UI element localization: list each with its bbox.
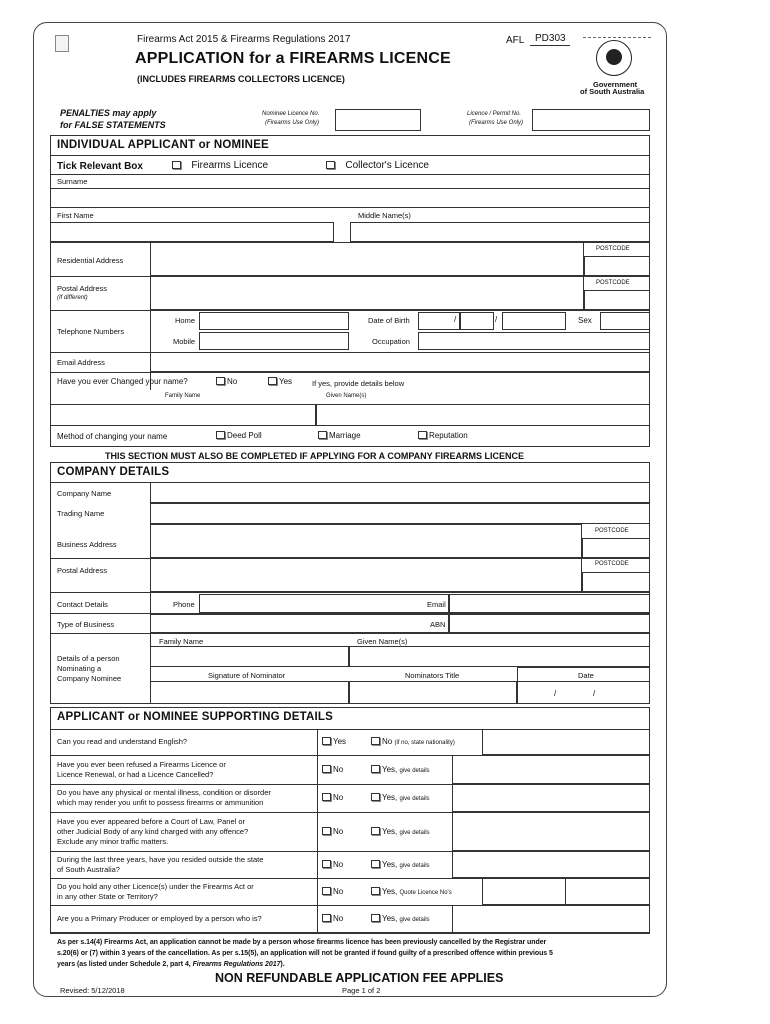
occupation-input[interactable] (418, 332, 650, 350)
support-option-2[interactable]: No (if no, state nationality) (371, 737, 455, 746)
occupation-label: Occupation (372, 337, 410, 346)
signature-label: Signature of Nominator (208, 671, 286, 680)
support-question-line: Have you ever been refused a Firearms Licence or (57, 759, 226, 769)
middle-name-input[interactable] (350, 222, 650, 242)
support-checkbox-2[interactable] (371, 793, 380, 801)
support-question-line: Licence Renewal, or had a Licence Cancelled? (57, 769, 214, 779)
mobile-input[interactable] (199, 332, 349, 350)
date-slash-1: / (554, 689, 557, 698)
support-details-input[interactable] (452, 851, 650, 878)
support-details-input[interactable] (452, 755, 650, 784)
licence-permit-no-input[interactable] (532, 109, 650, 131)
collectors-licence-option[interactable]: Collector's Licence (326, 160, 429, 171)
company-email-input[interactable] (449, 594, 650, 613)
reputation-checkbox[interactable] (418, 431, 427, 439)
signature-input[interactable] (150, 681, 349, 704)
support-checkbox-2[interactable] (371, 765, 380, 773)
form-prefix: AFL (506, 35, 525, 46)
code-underline (530, 45, 570, 46)
surname-label: Surname (57, 177, 88, 186)
nominee-licence-no-input[interactable] (335, 109, 421, 131)
support-checkbox-1[interactable] (322, 793, 331, 801)
email-input[interactable] (150, 352, 650, 372)
support-option-2[interactable]: Yes, give details (371, 860, 430, 869)
changed-name-question: Have you ever Changed your name? (57, 377, 188, 386)
abn-label: ABN (430, 620, 446, 629)
res-postcode-label: POSTCODE (596, 246, 630, 252)
deed-poll-option[interactable]: Deed Poll (216, 431, 262, 440)
nominee-given-label: Given Name(s) (357, 637, 408, 646)
date-label: Date (578, 671, 594, 680)
business-type-input[interactable] (150, 614, 449, 633)
company-heading: COMPANY DETAILS (57, 466, 170, 478)
sex-label: Sex (578, 316, 592, 325)
support-row-divider (50, 933, 650, 934)
support-checkbox-2[interactable] (371, 860, 380, 868)
support-question (57, 760, 226, 780)
support-question-line: Are you a Primary Producer or employed by a person who is? (57, 914, 262, 923)
support-question-line: of South Australia? (57, 864, 120, 874)
support-question-line: Do you have any physical or mental illness, condition or disorder (57, 788, 271, 797)
business-address-label: Business Address (57, 540, 117, 549)
support-option-1[interactable]: No (322, 765, 343, 774)
dob-month-input[interactable] (460, 312, 494, 330)
business-postcode-input[interactable] (582, 538, 650, 558)
support-question (57, 882, 254, 902)
postal-postcode-input[interactable] (584, 290, 650, 310)
company-notice: THIS SECTION MUST ALSO BE COMPLETED IF APPLYING FOR A COMPANY FIREARMS LICENCE (105, 451, 525, 461)
marriage-checkbox[interactable] (318, 431, 327, 439)
support-heading: APPLICANT or NOMINEE SUPPORTING DETAILS (57, 711, 333, 723)
support-checkbox-1[interactable] (322, 765, 331, 773)
phone-label: Phone (173, 600, 195, 609)
email-label: Email Address (57, 358, 105, 367)
nominator-date-input[interactable] (517, 667, 650, 704)
nominee-family-input[interactable] (150, 646, 349, 667)
support-question-line: which may render you unfit to possess firearms or ammunition (57, 798, 264, 807)
support-option-1[interactable]: No (322, 793, 343, 802)
middle-name-label: Middle Name(s) (358, 211, 411, 220)
nominator-title-input[interactable] (349, 681, 517, 704)
collectors-licence-checkbox[interactable] (326, 161, 335, 169)
support-checkbox-1[interactable] (322, 914, 331, 922)
tick-label: Tick Relevant Box (57, 161, 143, 172)
method-label: Method of changing your name (57, 432, 168, 441)
home-label: Home (175, 316, 196, 325)
company-postal-input[interactable] (150, 558, 582, 592)
company-name-label: Company Name (57, 489, 112, 498)
support-details-input[interactable] (452, 905, 650, 933)
trading-name-input[interactable] (150, 503, 650, 524)
dob-slash-1: / (454, 315, 457, 324)
support-details-input[interactable] (452, 784, 650, 812)
support-option-1[interactable]: No (322, 914, 343, 923)
changed-no-checkbox[interactable] (216, 377, 225, 385)
nominee-given-input[interactable] (349, 646, 650, 667)
trading-name-label: Trading Name (57, 509, 105, 518)
company-phone-input[interactable] (199, 594, 449, 613)
dob-slash-2: / (495, 315, 498, 324)
residential-label: Residential Address (57, 256, 124, 265)
support-question-line: During the last three years, have you resided outside the state (57, 854, 264, 864)
support-checkbox-1[interactable] (322, 737, 331, 745)
marriage-option[interactable]: Marriage (318, 431, 361, 440)
page-number: Page 1 of 2 (342, 986, 381, 995)
support-question-line: Do you hold any other Licence(s) under the Firearms Act or (57, 881, 254, 891)
company-email-label: Email (427, 600, 446, 609)
support-question (57, 914, 262, 924)
postal-note: (If different) (57, 295, 88, 301)
contact-label: Contact Details (57, 600, 108, 609)
individual-heading: INDIVIDUAL APPLICANT or NOMINEE (57, 139, 269, 151)
support-option-1[interactable]: No (322, 887, 343, 896)
postal-postcode-label: POSTCODE (596, 280, 630, 286)
home-phone-input[interactable] (199, 312, 349, 330)
dob-year-input[interactable] (502, 312, 566, 330)
support-details-input[interactable] (482, 878, 650, 905)
sa-government-logo (596, 40, 632, 76)
company-postal-postcode-label: POSTCODE (595, 561, 629, 567)
gov-line-1: Government (593, 80, 638, 89)
abn-input[interactable] (449, 614, 650, 633)
subtitle: (INCLUDES FIREARMS COLLECTORS LICENCE) (137, 74, 345, 84)
support-option-2[interactable]: Yes, give details (371, 827, 430, 836)
changed-yes-checkbox[interactable] (268, 377, 277, 385)
dob-label: Date of Birth (368, 316, 410, 325)
mobile-label: Mobile (173, 337, 196, 346)
support-option-2[interactable]: Yes, give details (371, 765, 430, 774)
gov-line-2: of South Australia (580, 87, 645, 96)
support-checkbox-2[interactable] (371, 827, 380, 835)
nominator-label-1: Details of a person (57, 654, 120, 663)
legal-text (57, 937, 657, 970)
name-change-given-input[interactable] (316, 404, 650, 426)
business-type-label: Type of Business (57, 620, 115, 629)
form-code: PD303 (535, 33, 566, 44)
business-postcode-label: POSTCODE (595, 528, 629, 534)
telephone-label: Telephone Numbers (57, 327, 125, 336)
piping-shrike-emblem (606, 49, 622, 65)
changed-yes-option[interactable]: Yes (268, 377, 292, 386)
res-postcode-input[interactable] (584, 256, 650, 276)
support-question (57, 817, 248, 847)
doc-icon (55, 35, 69, 52)
deed-poll-checkbox[interactable] (216, 431, 225, 439)
nominee-no-label-2: (Firearms Use Only) (265, 120, 320, 126)
support-option-2[interactable]: Yes, give details (371, 914, 430, 923)
legal-line-2: s.20(6) or (7) within 3 years of the cancellation. As per s.15(5), an application will not be granted if found guilty of a prescribed offence within previous 5 (57, 950, 553, 957)
support-checkbox-2[interactable] (371, 887, 380, 895)
nominator-label-2: Nominating a (57, 664, 102, 673)
support-checkbox-1[interactable] (322, 860, 331, 868)
company-postal-postcode-input[interactable] (582, 572, 650, 592)
surname-input[interactable] (50, 188, 650, 208)
support-checkbox-2[interactable] (371, 914, 380, 922)
support-question (57, 788, 271, 808)
revised-date: Revised: 5/12/2018 (60, 986, 125, 995)
act-line: Firearms Act 2015 & Firearms Regulations 2017 (137, 34, 351, 45)
date-slash-2: / (593, 689, 596, 698)
if-yes-note: If yes, provide details below (312, 379, 405, 388)
nominator-title-label: Nominators Title (405, 671, 460, 680)
postal-address-input[interactable] (150, 276, 584, 310)
nominee-no-label-1: Nominee Licence No. (262, 111, 320, 117)
support-option-1[interactable]: No (322, 860, 343, 869)
sex-input[interactable] (600, 312, 650, 330)
logo-dashes (583, 37, 651, 38)
support-question-line: other Judicial Body of any kind charged with any offence? (57, 826, 249, 836)
licence-no-divider (565, 878, 566, 905)
reputation-option[interactable]: Reputation (418, 431, 468, 440)
support-question-line: Can you read and understand English? (57, 737, 188, 746)
legal-line-1: As per s.14(4) Firearms Act, an application cannot be made by a person whose firearms licence has been previously cancelled by the Registrar under (57, 939, 547, 946)
licence-no-label-2: (Firearms Use Only) (469, 120, 524, 126)
firearms-licence-option[interactable]: Firearms Licence (172, 160, 268, 171)
residential-address-input[interactable] (150, 242, 584, 276)
support-question-line: Have you ever appeared before a Court of Law, Panel or (57, 816, 246, 826)
support-checkbox-1[interactable] (322, 887, 331, 895)
legal-line-3: years (as listed under Schedule 2, part 4, Firearms Regulations 2017). (57, 961, 285, 968)
support-checkbox-1[interactable] (322, 827, 331, 835)
support-option-2[interactable]: Yes, Quote Licence No's (371, 887, 452, 896)
support-details-input[interactable] (452, 812, 650, 851)
title: APPLICATION for a FIREARMS LICENCE (135, 50, 451, 67)
firearms-licence-checkbox[interactable] (172, 161, 181, 169)
support-details-input[interactable] (482, 729, 650, 755)
name-change-family-label: Family Name (165, 393, 201, 399)
company-name-input[interactable] (150, 482, 650, 503)
nominee-family-label: Family Name (159, 637, 204, 646)
support-question-line: in any other State or Territory? (57, 891, 158, 901)
penalties-1: PENALTIES may apply (60, 108, 157, 118)
nominator-label-3: Company Nominee (57, 674, 122, 683)
support-question (57, 855, 263, 875)
support-question-line: Exclude any minor traffic matters. (57, 836, 169, 846)
support-question (57, 737, 187, 747)
name-change-family-input[interactable] (50, 404, 316, 426)
licence-no-label-1: Licence / Permit No. (467, 111, 522, 117)
support-checkbox-2[interactable] (371, 737, 380, 745)
business-address-input[interactable] (150, 524, 582, 558)
first-name-input[interactable] (50, 222, 334, 242)
name-change-given-label: Given Name(s) (326, 393, 367, 399)
fee-notice: NON REFUNDABLE APPLICATION FEE APPLIES (215, 971, 504, 985)
penalties-2: for FALSE STATEMENTS (60, 120, 166, 130)
support-option-1[interactable]: No (322, 827, 343, 836)
company-postal-label: Postal Address (57, 566, 108, 575)
first-name-label: First Name (57, 211, 94, 220)
changed-no-option[interactable]: No (216, 377, 237, 386)
support-option-2[interactable]: Yes, give details (371, 793, 430, 802)
support-option-1[interactable]: Yes (322, 737, 346, 746)
postal-label: Postal Address (57, 284, 108, 293)
